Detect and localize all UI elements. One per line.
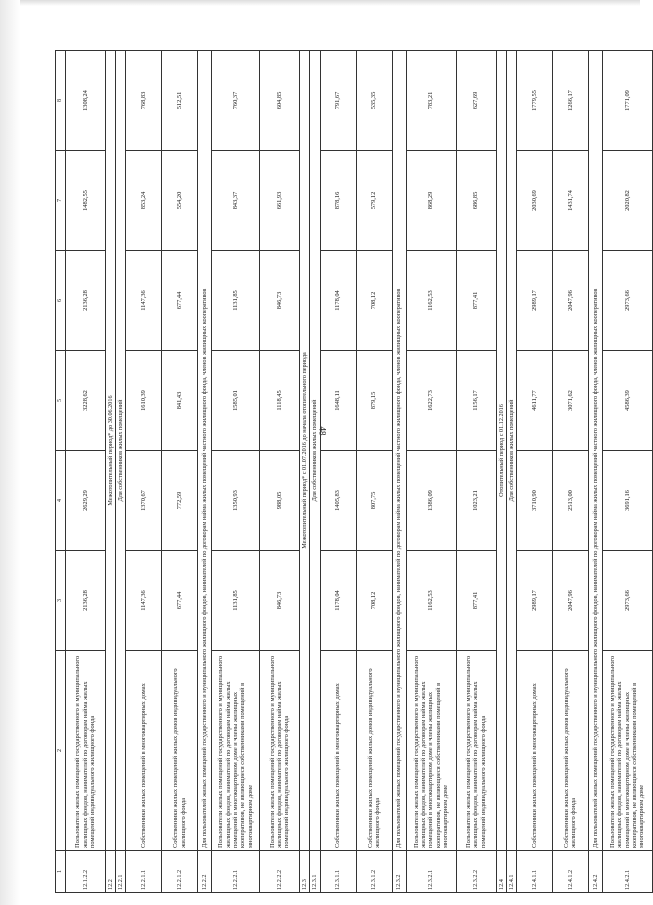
section-heading-row — [496, 51, 506, 893]
tariff-value: 708,12 — [356, 551, 392, 651]
row-code: 12.2.1.2 — [162, 851, 198, 893]
tariff-value: 2989,17 — [516, 251, 552, 351]
tariff-value: 843,37 — [212, 151, 260, 251]
tariff-value: 1648,11 — [320, 351, 356, 451]
section-heading-row — [106, 51, 116, 893]
row-code: 12.2.1.1 — [126, 851, 162, 893]
section-heading: Межотопительный период* с 01.07.2016 до начала отопительного периода — [300, 51, 310, 851]
table-row — [212, 51, 260, 893]
tariff-value: 2047,96 — [552, 251, 588, 351]
section-heading-row — [116, 51, 126, 893]
tariff-value: 604,85 — [260, 51, 300, 151]
tariff-value: 1162,53 — [406, 551, 456, 651]
tariff-value: 3691,16 — [602, 451, 652, 551]
row-code: 12.2.1 — [116, 851, 126, 893]
group-heading-row — [588, 51, 602, 893]
tariff-value: 1156,17 — [456, 351, 496, 451]
scan-edge-left — [0, 0, 20, 905]
column-number-header: 4 — [56, 451, 66, 551]
tariff-value: 686,85 — [456, 151, 496, 251]
row-description: Пользователи жилых помещений государственного и муниципального жилищных фондов, нанимателей по договорам найма жилых помещений в многоквартирном доме и члены жилищных кооперативов, не являющиеся собственниками помещений в многоквартирном доме — [602, 651, 652, 851]
tariff-value: 2973,66 — [602, 251, 652, 351]
tariff-value: 783,21 — [406, 51, 456, 151]
tariff-value: 2989,17 — [516, 551, 552, 651]
tariff-value: 1147,36 — [126, 251, 162, 351]
scan-edge-top — [0, 0, 640, 6]
group-heading-row — [198, 51, 212, 893]
column-number-header: 2 — [56, 651, 66, 851]
row-description: Собственники жилых помещений жилых домов индивидуального жилищного фонда — [162, 651, 198, 851]
row-code: 12.4.2.1 — [602, 851, 652, 893]
row-code: 12.1.2.2 — [66, 851, 106, 893]
table-row — [320, 51, 356, 893]
row-description: Пользователи жилых помещений государственного и муниципального жилищных фондов, нанимателей по договорам найма жилых помещений в многоквартирном доме и члены жилищных кооперативов, не являющиеся собственниками помещений в многоквартирном доме — [212, 651, 260, 851]
row-code: 12.2.2.2 — [260, 851, 300, 893]
group-heading: Для пользователей жилых помещений государственного и муниципального жилищного фондов, нанимателей по договорам найма жилых помещений частного жилищного фонда, членов жилищных кооперативов — [198, 51, 212, 851]
row-description: Собственники жилых помещений жилых домов индивидуального жилищного фонда — [356, 651, 392, 851]
tariff-value: 627,69 — [456, 51, 496, 151]
tariff-value: 1771,09 — [602, 51, 652, 151]
tariff-value: 661,93 — [260, 151, 300, 251]
tariff-value: 877,41 — [456, 551, 496, 651]
row-code: 12.2.2 — [198, 851, 212, 893]
section-heading: Для собственников жилых помещений — [506, 51, 516, 851]
tariff-value: 1308,24 — [66, 51, 106, 151]
tariff-value: 807,75 — [356, 451, 392, 551]
row-description: Пользователи жилых помещений государственного и муниципального жилищных фондов, нанимателей по договорам найма жилых помещений индивидуального жилищного фонда — [66, 651, 106, 851]
row-code: 12.4.1.1 — [516, 851, 552, 893]
tariff-value: 2030,69 — [516, 151, 552, 251]
rotated-page — [55, 51, 646, 893]
table-row — [260, 51, 300, 893]
tariff-value: 3071,62 — [552, 351, 588, 451]
table-row — [66, 51, 106, 893]
tariff-value: 2047,96 — [552, 551, 588, 651]
table-row — [516, 51, 552, 893]
table-row — [126, 51, 162, 893]
tariff-value: 535,35 — [356, 51, 392, 151]
row-description: Пользователи жилых помещений государственного и муниципального жилищных фондов, нанимателей по договорам найма жилых помещений в многоквартирном доме и члены жилищных кооперативов, не являющиеся собственниками помещений в многоквартирном доме — [406, 651, 456, 851]
tariff-value: 853,24 — [126, 151, 162, 251]
tariff-value: 1610,39 — [126, 351, 162, 451]
tariff-value: 868,29 — [406, 151, 456, 251]
tariff-value: 3228,62 — [66, 351, 106, 451]
row-code: 12.4.1 — [506, 851, 516, 893]
tariff-value: 1266,17 — [552, 51, 588, 151]
row-code: 12.3.1.2 — [356, 851, 392, 893]
section-heading: Отопительный период с 01.12.2016 — [496, 51, 506, 851]
table-body — [56, 51, 653, 893]
tariff-value: 877,41 — [456, 251, 496, 351]
tariff-value: 677,44 — [162, 251, 198, 351]
tariff-value: 2629,29 — [66, 451, 106, 551]
row-code: 12.3.1.1 — [320, 851, 356, 893]
tariff-value: 1131,85 — [212, 551, 260, 651]
row-description: Собственники жилых помещений в многоквартирных домах — [516, 651, 552, 851]
tariff-value: 1405,83 — [320, 451, 356, 551]
tariff-value: 791,67 — [320, 51, 356, 151]
tariff-value: 2973,66 — [602, 551, 652, 651]
tariff-value: 1482,55 — [66, 151, 106, 251]
tariff-value: 2136,28 — [66, 551, 106, 651]
column-number-header: 3 — [56, 551, 66, 651]
section-heading-row — [300, 51, 310, 893]
section-heading-row — [506, 51, 516, 893]
tariff-value: 1431,74 — [552, 151, 588, 251]
group-heading-row — [392, 51, 406, 893]
tariff-value: 1585,01 — [212, 351, 260, 451]
tariff-value: 1147,36 — [126, 551, 162, 651]
row-code: 12.3.1 — [310, 851, 320, 893]
table-header-row — [56, 51, 66, 893]
section-heading-row — [310, 51, 320, 893]
tariff-value: 1370,67 — [126, 451, 162, 551]
tariff-value: 1779,55 — [516, 51, 552, 151]
tariff-value: 772,59 — [162, 451, 198, 551]
table-row — [552, 51, 588, 893]
row-code: 12.4 — [496, 851, 506, 893]
tariff-value: 1178,04 — [320, 551, 356, 651]
tariff-value: 4586,39 — [602, 351, 652, 451]
section-heading: Межотопительный период* до 30.06.2016 — [106, 51, 116, 851]
tariff-value: 1386,09 — [406, 451, 456, 551]
section-heading: Для собственников жилых помещений — [310, 51, 320, 851]
tariff-value: 1131,85 — [212, 251, 260, 351]
row-description: Собственники жилых помещений в многоквартирных домах — [126, 651, 162, 851]
column-number-header: 8 — [56, 51, 66, 151]
page-number: 48 — [317, 426, 328, 436]
tariff-value: 846,73 — [260, 251, 300, 351]
row-code: 12.3.2.2 — [456, 851, 496, 893]
tariff-value: 841,43 — [162, 351, 198, 451]
table-row — [456, 51, 496, 893]
tariff-table — [55, 50, 653, 893]
table-row — [356, 51, 392, 893]
tariff-value: 760,37 — [212, 51, 260, 151]
table-row — [406, 51, 456, 893]
row-code: 12.4.1.2 — [552, 851, 588, 893]
column-number-header: 1 — [56, 851, 66, 893]
row-description: Пользователи жилых помещений государственного и муниципального жилищных фондов, нанимателей по договорам найма жилых помещений индивидуального жилищного фонда — [456, 651, 496, 851]
row-description: Собственники жилых помещений в многоквартирных домах — [320, 651, 356, 851]
tariff-value: 2513,00 — [552, 451, 588, 551]
tariff-value: 708,12 — [356, 251, 392, 351]
row-code: 12.3 — [300, 851, 310, 893]
column-number-header: 5 — [56, 351, 66, 451]
group-heading: Для пользователей жилых помещений государственного и муниципального жилищного фондов, нанимателей по договорам найма жилых помещений частного жилищного фонда, членов жилищных кооперативов — [588, 51, 602, 851]
tariff-value: 878,16 — [320, 151, 356, 251]
tariff-value: 988,05 — [260, 451, 300, 551]
column-number-header: 6 — [56, 251, 66, 351]
tariff-value: 579,12 — [356, 151, 392, 251]
tariff-value: 768,83 — [126, 51, 162, 151]
table-row — [602, 51, 652, 893]
tariff-value: 1118,45 — [260, 351, 300, 451]
tariff-value: 4611,77 — [516, 351, 552, 451]
tariff-value: 554,20 — [162, 151, 198, 251]
tariff-value: 1162,53 — [406, 251, 456, 351]
tariff-value: 2136,28 — [66, 251, 106, 351]
tariff-value: 1178,04 — [320, 251, 356, 351]
tariff-value: 512,51 — [162, 51, 198, 151]
row-code: 12.2.2.1 — [212, 851, 260, 893]
tariff-value: 1622,73 — [406, 351, 456, 451]
tariff-value: 1350,93 — [212, 451, 260, 551]
tariff-value: 879,15 — [356, 351, 392, 451]
row-description: Собственники жилых помещений жилых домов индивидуального жилищного фонда — [552, 651, 588, 851]
tariff-value: 2020,82 — [602, 151, 652, 251]
tariff-value: 846,73 — [260, 551, 300, 651]
row-description: Пользователи жилых помещений государственного и муниципального жилищных фондов, нанимателей по договорам найма жилых помещений индивидуального жилищного фонда — [260, 651, 300, 851]
group-heading: Для пользователей жилых помещений государственного и муниципального жилищного фондов, нанимателей по договорам найма жилых помещений частного жилищного фонда, членов жилищных кооперативов — [392, 51, 406, 851]
tariff-value: 1023,21 — [456, 451, 496, 551]
row-code: 12.3.2.1 — [406, 851, 456, 893]
row-code: 12.4.2 — [588, 851, 602, 893]
table-row — [162, 51, 198, 893]
row-code: 12.3.2 — [392, 851, 406, 893]
section-heading: Для собственников жилых помещений — [116, 51, 126, 851]
column-number-header: 7 — [56, 151, 66, 251]
tariff-value: 3710,90 — [516, 451, 552, 551]
tariff-value: 677,44 — [162, 551, 198, 651]
row-code: 12.2 — [106, 851, 116, 893]
